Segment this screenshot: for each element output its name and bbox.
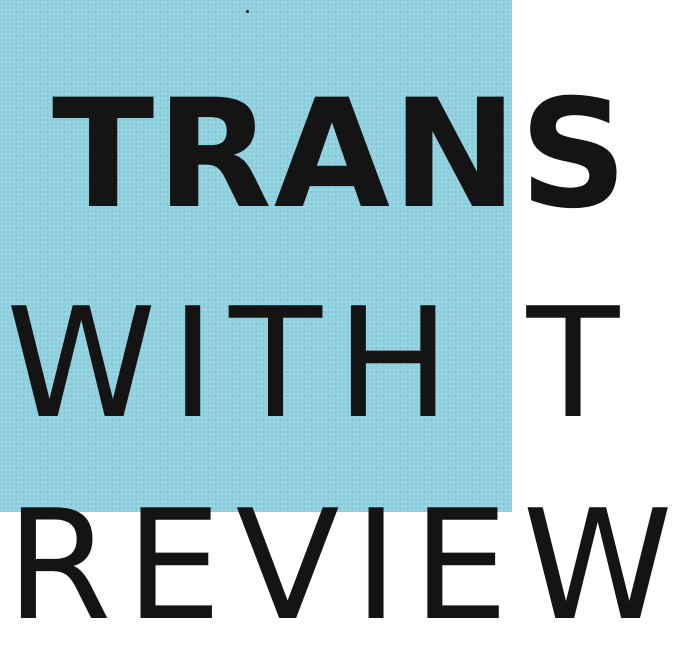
headline-text: TRANS <box>52 68 630 242</box>
cropped-third-line-text: REVIEW <box>6 477 687 654</box>
ink-speck <box>246 10 249 13</box>
subline-text: WITH T <box>6 275 634 452</box>
